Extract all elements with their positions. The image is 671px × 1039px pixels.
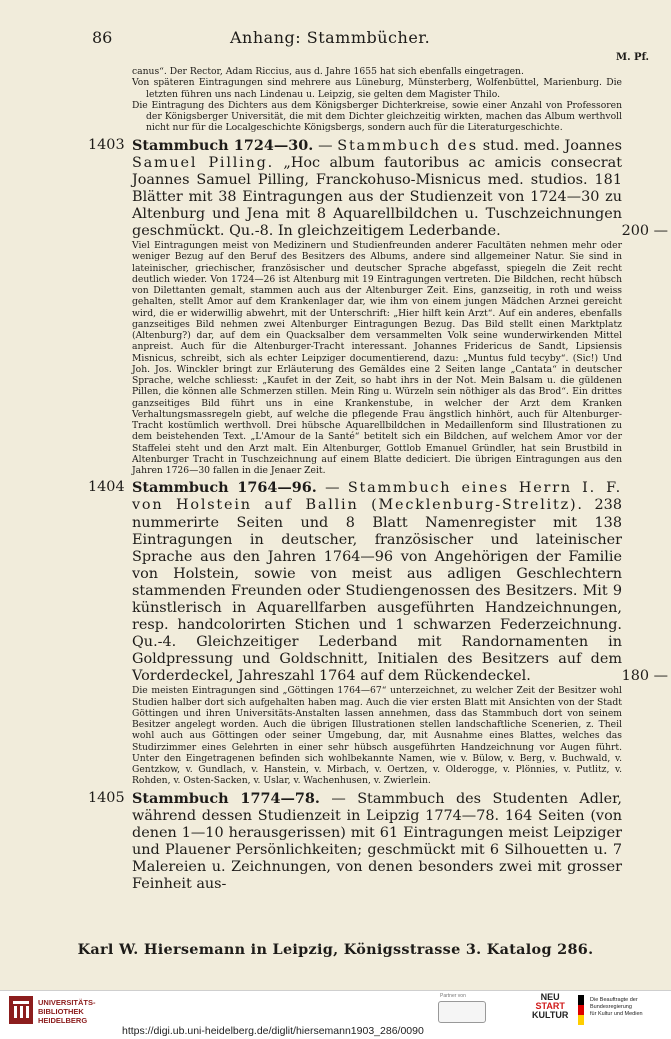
entry-text: stud. med. Joannes [477,137,622,154]
entry-price: 200 — [621,222,668,239]
partner-logo-icon[interactable] [438,1001,486,1023]
university-seal-icon [8,995,34,1025]
entry-subtitle: Stammbuch eines Herrn I. F. von Holstein auf Ballin (Mecklenburg-Strelitz). [132,480,622,514]
federal-flag-icon [578,995,584,1025]
entry-title: Stammbuch 1724—30. [132,136,314,154]
catalog-entry-1404: 1404 Stammbuch 1764—96. — Stammbuch eines Herrn I. F. von Holstein auf Ballin (Mecklenburg-Strelitz). 238 nummerirte Seiten und 8 Blatt Namenregister mit 138 Eintragungen in deutscher, französischer und lateinischer Sprache aus den Jahren 1764—96 von Angehörigen der Familie von Holstein, sowie von meist aus adligen Geschlechtern stammenden Freunden oder Studiengenossen des Besitzers. Mit 9 künstlerisch in Aquarellfarben ausgeführten Handzeichnungen, resp. handcolorirten Stichen und 1 schwarzen Federzeichnung. Qu.-4. Gleichzeitiger Lederband mit Randornamenten in Goldpressung und Goldschnitt, Initialen des Besitzers auf dem Vorderdeckel, Jahreszahl 1764 auf dem Rückendeckel. 180 — [88,479,668,685]
entry-note: Viel Eintragungen meist von Medizinern und Studienfreunden anderer Facultäten nehmen mehr oder weniger Bezug auf den Beruf des Besitzers des Albums, andere sind allgemeiner Natur. Sie sind in lateinischer, griechischer, französischer und deutscher Sprache abgefasst, spiegeln die Zeit recht deutlich wieder. Von 1724—26 ist Altenburg mit 19 Eintragungen vertreten. Die Bildchen, recht hübsch von Dilettanten gemalt, stammen auch aus der Altenburger Zeit. Eins, ganzseitig, in roth und weiss gehalten, stellt Amor auf dem Krankenlager dar, wie ihm von einem jungen Mädchen Arznei gereicht wird, die er widerwillig abwehrt, mit der Unterschrift: „Hier hilft kein Arzt“. Auf ein anderes, ebenfalls ganzseitiges Bild nehmen zwei Altenburger Eintragungen Bezug. Das Bild stellt einen Marktplatz (Altenburg?) dar, auf dem ein Quacksalber dem versammelten Volk seine wunderwirkenden Mittel anpreist. Auch für die Altenburger-Tracht interessant. Johannes Fridericus de Sandt, Lipsiensis Misnicus, schreibt, sich als echter Leipziger documentierend, dazu: „Muntus fuld tecyby“. (Sic!) Und Joh. Jos. Winckler bringt zur Erläuterung des Gemäldes eine 2 Seiten lange „Cantata“ in deutscher Sprache, welche schliesst: „Kaufet in der Zeit, so habt ihrs in der Not. Mein Balsam u. die güldenen Pillen, die können alle Schmerzen stillen. Mein Ring u. Würzeln sein nöthiger als das Brod“. Ein drittes ganzseitiges Bild führt uns in eine Krankenstube, in welcher der Arzt dem Kranken Verhaltungsmassregeln giebt, auf welche die pflegende Frau ängstlich hinhört, auch für Altenburger-Tracht kostümlich werthvoll. Drei hübsche Aquarellbildchen in Medaillenform sind Illustrationen zu dem beistehenden Text. „L'Amour de la Santé“ betitelt sich ein Bildchen, auf welchem Amor vor der Staffelei steht und den Arzt malt. Ein Altenburger, Gottlob Emanuel Gründler, hat sein Brustbild in Altenburger Tracht in Tuschzeichnung auf einem Blatte dediciert. Die übrigen Eintragungen aus den Jahren 1726—30 fallen in die Jenaer Zeit. [132,240,622,477]
note-paragraph: Die Eintragung des Dichters aus dem Königsberger Dichterkreise, sowie einer Anzahl von Professoren der Königsberger Universität, die mit dem Dichter gleichzeitig wirkten, machen das Album werthvoll nicht nur für die Localgeschichte Königsbergs, sondern auch für die Literaturgeschichte. [132,99,622,134]
entry-price: 180 — [621,668,668,685]
viewer-bottom-bar [0,990,671,1039]
entry-subtitle: Stammbuch des Studenten Adler, [357,790,622,807]
entry-number: 1404 [88,479,125,496]
page-number: 86 [92,28,113,47]
entry-subtitle: Stammbuch des [337,137,478,154]
page-header [0,28,671,63]
entry-description: 238 nummerirte Seiten und 8 Blatt Namenregister mit 138 Eintragungen in deutscher, französischer und lateinischer Sprache aus den Jahren 1764—96 von Angehörigen der Familie von Holstein, sowie von meist aus adligen Geschlechtern stammenden Freunden oder Studiengenossen des Besitzers. Mit 9 künstlerisch in Aquarellfarben ausgeführten Handzeichnungen, resp. handcolorirten Stichen und 1 schwarzen Federzeichnung. Qu.-4. Gleichzeitiger Lederband mit Randornamenten in Goldpressung und Goldschnitt, Initialen des Besitzers auf dem Vorderdeckel, Jahreszahl 1764 auf dem Rückendeckel. [132,497,622,685]
running-title: Anhang: Stammbücher. [230,28,431,47]
neustart-kultur-logo[interactable]: NEU START KULTUR [532,992,569,1020]
entry-note: Die meisten Eintragungen sind „Göttingen 1764—67“ unterzeichnet, zu welcher Zeit der Besitzer wohl Studien halber dort sich aufgehalten haben mag. Auch die vier ersten Blatt mit Ansichten von der Stadt Göttingen und ihren Universitäts-Anstalten lassen annehmen, dass das Stammbuch dort von seinem Besitzer angelegt worden. Auch die übrigen Illustrationen stellen landschaftliche Scenerien, z. Theil wohl auch aus Göttingen oder seiner Umgebung, dar, mit Ausnahme eines Blattes, welches das Studirzimmer eines Gelehrten in einer sehr hübsch ausgeführten Handzeichnung vor Augen führt. Unter den Eingetragenen befinden sich wohlbekannte Namen, wie v. Bülow, v. Berg, v. Buchwald, v. Gentzkow, v. Gundlach, v. Hanstein, v. Mirbach, v. Oertzen, v. Olderogge, v. Plönnies, v. Putlitz, v. Rohden, v. Osten-Sacken, v. Uslar, v. Wachenhusen, v. Zwierlein. [132,685,622,787]
catalog-entry-1405: 1405 Stammbuch 1774—78. — Stammbuch des Studenten Adler, während dessen Studienzeit in Leipzig 1774—78. 164 Seiten (von denen 1—10 herausgerissen) mit 61 Eintragungen meist Leipziger und Plauener Persönlichkeiten; geschmückt mit 6 Silhouetten u. 7 Malereien u. Zeichnungen, von denen besonders zwei mit grosser Feinheit aus- [88,789,622,893]
entry-number: 1405 [88,789,125,806]
page-url-link[interactable]: https://digi.ub.uni-heidelberg.de/diglit/hiersemann1903_286/0090 [122,1025,424,1037]
catalog-entry-1403: 1403 Stammbuch 1724—30. — Stammbuch des stud. med. Joannes Samuel Pilling. „Hoc album fautoribus ac amicis consecrat Joannes Samuel Pilling, Franckohuso-Misnicus med. studios. 181 Blätter mit 38 Eintragungen aus der Studienzeit von 1724—30 zu Altenburg und Jena mit 8 Aquarellbildchen u. Tuschzeichnungen geschmückt. Qu.-8. In gleichzeitigem Lederbande. 200 — [88,136,668,239]
entry-title: Stammbuch 1774—78. [132,789,320,807]
library-name[interactable]: UNIVERSITÄTS- BIBLIOTHEK HEIDELBERG [38,998,96,1025]
catalog-footer: Karl W. Hiersemann in Leipzig, Königsstrasse 3. Katalog 286. [77,941,594,958]
partner-label: Partner von [440,993,466,999]
note-paragraph: canus“. Der Rector, Adam Riccius, aus d. Jahre 1655 hat sich ebenfalls eingetragen. [132,66,524,77]
entry-title: Stammbuch 1764—96. [132,479,317,497]
entry-description: während dessen Studienzeit in Leipzig 1774—78. 164 Seiten (von denen 1—10 herausgerissen) mit 61 Eintragungen meist Leipziger und Plauener Persönlichkeiten; geschmückt mit 6 Silhouetten u. 7 Malereien u. Zeichnungen, von denen besonders zwei mit grosser Feinheit aus- [132,807,622,893]
page-body [88,66,668,893]
federal-sponsor-text: Die Beauftragte der Bundesregierung für Kultur und Medien [590,997,643,1017]
margin-mark: M. Pf. [616,52,649,63]
note-paragraph: Von späteren Eintragungen sind mehrere aus Lüneburg, Münsterberg, Wolfenbüttel, Marienburg. Die letzten führen uns nach Lindenau u. Leipzig, sie gelten dem Magister Thilo. [132,77,622,100]
entry-description: „Hoc album fautoribus ac amicis consecrat Joannes Samuel Pilling, Franckohuso-Misnicus med. studios. 181 Blätter mit 38 Eintragungen aus der Studienzeit von 1724—30 zu Altenburg und Jena mit 8 Aquarellbildchen u. Tuschzeichnungen geschmückt. Qu.-8. In gleichzeitigem Lederbande. [132,154,622,239]
entry-owner: Samuel Pilling. [132,154,274,171]
entry-number: 1403 [88,136,125,153]
